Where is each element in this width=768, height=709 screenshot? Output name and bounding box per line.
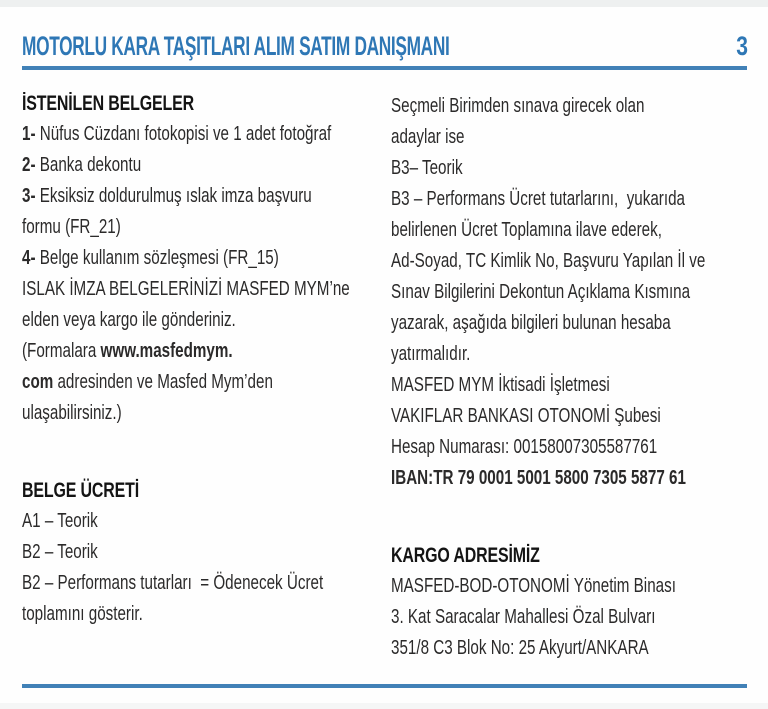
text-line <box>22 305 376 336</box>
text-line <box>391 153 748 184</box>
text-segment: toplamını gösterir. <box>22 603 143 625</box>
text-line <box>22 568 376 599</box>
text-line <box>391 122 748 153</box>
section-heading <box>391 540 748 571</box>
block-gap <box>22 429 376 475</box>
text-segment: yazarak, aşağıda bilgileri bulunan hesaba <box>391 312 671 334</box>
text-line <box>391 246 748 277</box>
text-segment: B3– Teorik <box>391 157 463 179</box>
text-line <box>22 398 376 429</box>
text-segment: KARGO ADRESİMİZ <box>391 544 540 567</box>
text-segment: VAKIFLAR BANKASI OTONOMİ Şubesi <box>391 405 661 427</box>
text-line <box>391 370 748 401</box>
text-line <box>22 181 376 212</box>
text-line <box>391 215 748 246</box>
text-segment: Sınav Bilgilerini Dekontun Açıklama Kısmına <box>391 281 691 303</box>
text-line <box>391 339 748 370</box>
text-segment: www.masfedmym. <box>100 340 233 362</box>
text-line <box>391 91 748 122</box>
text-line <box>22 506 376 537</box>
text-line <box>391 184 748 215</box>
text-segment: 351/8 C3 Blok No: 25 Akyurt/ANKARA <box>391 637 649 659</box>
text-segment: MASFED-BOD-OTONOMİ Yönetim Binası <box>391 575 676 597</box>
text-segment: 4- <box>22 247 40 269</box>
text-line <box>22 274 376 305</box>
page-number: 3 <box>736 31 748 61</box>
text-segment: A1 – Teorik <box>22 510 98 532</box>
text-segment: IBAN:TR 79 0001 5001 5800 7305 5877 61 <box>391 467 686 489</box>
text-line <box>22 599 376 630</box>
text-line <box>22 336 376 367</box>
text-line <box>22 212 376 243</box>
text-segment: ISLAK İMZA BELGELERİNİZİ MASFED MYM’ne <box>22 278 350 300</box>
text-line <box>391 571 748 602</box>
text-segment: Seçmeli Birimden sınava girecek olan <box>391 95 645 117</box>
text-line <box>391 602 748 633</box>
text-segment: ulaşabilirsiniz.) <box>22 402 122 424</box>
text-segment: 3. Kat Saracalar Mahallesi Özal Bulvarı <box>391 606 656 628</box>
text-segment: 3- <box>22 185 40 207</box>
text-line <box>22 119 376 150</box>
text-segment: İSTENİLEN BELGELER <box>22 92 194 115</box>
page-edge-top <box>0 0 768 7</box>
text-segment: B3 – Performans Ücret tutarlarını, yukarıda <box>391 188 685 210</box>
section-heading <box>22 88 376 119</box>
text-segment: Banka dekontu <box>39 154 142 176</box>
header-rule <box>22 66 747 70</box>
text-segment: Hesap Numarası: 00158007305587761 <box>391 436 658 458</box>
text-segment: Eksiksiz doldurulmuş ıslak imza başvuru <box>39 185 312 207</box>
text-segment: Ad-Soyad, TC Kimlik No, Başvuru Yapılan İl ve <box>391 250 706 272</box>
section-heading <box>22 475 376 506</box>
text-line <box>391 432 748 463</box>
text-segment: (Formalara <box>22 340 101 362</box>
text-segment: B2 – Performans tutarları = Ödenecek Ücret <box>22 572 324 594</box>
footer-rule <box>22 684 747 688</box>
text-segment: com <box>22 371 54 393</box>
text-line <box>391 308 748 339</box>
text-segment: B2 – Teorik <box>22 541 98 563</box>
text-segment: MASFED MYM İktisadi İşletmesi <box>391 374 610 396</box>
text-line <box>391 277 748 308</box>
text-line <box>22 537 376 568</box>
text-segment: adaylar ise <box>391 126 465 148</box>
block-gap <box>391 494 748 540</box>
text-segment: formu (FR_21) <box>22 216 121 238</box>
text-segment: 1- <box>22 123 40 145</box>
text-segment: adresinden ve Masfed Mym’den <box>53 371 273 393</box>
text-line <box>391 401 748 432</box>
text-segment: Nüfus Cüzdanı fotokopisi ve 1 adet fotoğraf <box>39 123 332 145</box>
text-segment: elden veya kargo ile gönderiniz. <box>22 309 236 331</box>
text-segment: belirlenen Ücret Toplamına ilave ederek, <box>391 219 662 241</box>
text-line <box>391 633 748 664</box>
text-line <box>391 463 748 494</box>
right-column <box>391 91 748 664</box>
page-edge-bottom <box>0 703 768 709</box>
text-segment: yatırmalıdır. <box>391 343 471 365</box>
text-line <box>22 150 376 181</box>
page-title: MOTORLU KARA TAŞITLARI ALIM SATIM DANIŞMANI <box>22 31 450 61</box>
text-line <box>22 243 376 274</box>
left-column <box>22 88 376 630</box>
text-segment: BELGE ÜCRETİ <box>22 479 140 502</box>
text-segment: Belge kullanım sözleşmesi (FR_15) <box>39 247 279 269</box>
text-segment: 2- <box>22 154 40 176</box>
text-line <box>22 367 376 398</box>
